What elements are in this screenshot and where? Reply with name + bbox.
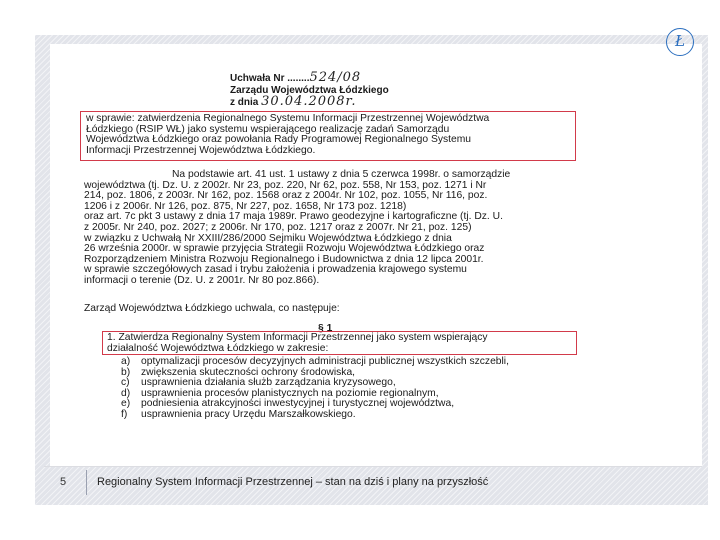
resolution-date-line: z dnia 30.04.2008r. <box>230 94 357 109</box>
list-item: f) usprawnienia pracy Urzędu Marszałkowskiego. <box>121 408 356 420</box>
resolution-header <box>230 72 389 109</box>
board-name: Zarządu Województwa Łódzkiego <box>230 84 389 96</box>
resolves-statement: Zarząd Województwa Łódzkiego uchwala, co następuje: <box>84 303 340 314</box>
list-item: b) zwiększenia skuteczności ochrony środowiska, <box>121 366 356 378</box>
footer-divider <box>86 470 87 495</box>
footer-title: Regionalny System Informacji Przestrzennej – stan na dziś i plany na przyszłość <box>97 476 489 488</box>
footer-separator <box>44 466 702 467</box>
item1-highlight-box <box>102 331 577 355</box>
legal-basis-paragraph: Na podstawie art. 41 ust. 1 ustawy z dnia 5 czerwca 1998r. o samorządzie województwa (tj. Dz. U. z 2002r. Nr 23, poz. 220, Nr 62, poz. 558, Nr 153, poz. 1271 i Nr 214, poz. 1806, z 2003r. Nr 162, poz. 1568 oraz z 2004r. Nr 102, poz. 1055, Nr 116, poz. 1206 i z 2006r. Nr 126, poz. 875, Nr 227, poz. 1658, Nr 173 poz. 1218) oraz art. 7c pkt 3 ustawy z dnia 17 maja 1989r. Prawo geodezyjne i kartograficzne (tj. Dz. U. z 2005r. Nr 240, poz. 2027; z 2006r. Nr 170, poz. 1217 oraz z 2007r. Nr 21, poz. 125) w związku z Uchwałą Nr XXIII/286/2000 Sejmiku Województwa Łódzkiego z dnia 26 września 2000r. w sprawie przyjęcia Strategii Rozwoju Województwa Łódzkiego oraz Rozporządzeniem Ministra Rozwoju Regionalnego i Budownictwa z dnia 12 lipca 2001r. w sprawie szczegółowych zasad i trybu założenia i prowadzenia krajowego systemu informacji o terenie (Dz. U. z 2001r. Nr 80 poz.866). <box>84 169 511 286</box>
scope-list <box>121 357 509 421</box>
list-item: e) podniesienia atrakcyjności inwestycyjnej i turystycznej województwa, <box>121 398 455 410</box>
list-item: a) optymalizacji procesów decyzyjnych administracji publicznej wszystkich szczebli, <box>121 356 509 367</box>
list-item: d) usprawnienia procesów planistycznych na poziomie regionalnym, <box>121 387 439 399</box>
regional-emblem-icon: Ł <box>666 28 694 56</box>
handwritten-date: 30.04.2008r. <box>261 94 357 109</box>
subject-text: w sprawie: zatwierdzenia Regionalnego Systemu Informacji Przestrzennej Województwa Łódzkiego (RSIP WŁ) jako systemu wspierającego realizację zadań Samorządu Województwa Łódzkiego oraz powołania Rady Programowej Regionalnego Systemu Informacji Przestrzennej Województwa Łódzkiego. <box>86 113 490 156</box>
resolution-number-line: Uchwała Nr ........524/08 <box>230 70 362 85</box>
section-symbol: § 1 <box>318 323 333 334</box>
page-number: 5 <box>60 476 67 488</box>
handwritten-number: 524/08 <box>309 70 362 85</box>
subject-highlight-box <box>80 111 576 161</box>
list-item: c) usprawnienia działania służb zarządzania kryzysowego, <box>121 377 396 389</box>
item1-text: 1. Zatwierdza Regionalny System Informacji Przestrzennej jako system wspierający działalność Województwa Łódzkiego w zakresie: <box>107 332 488 354</box>
